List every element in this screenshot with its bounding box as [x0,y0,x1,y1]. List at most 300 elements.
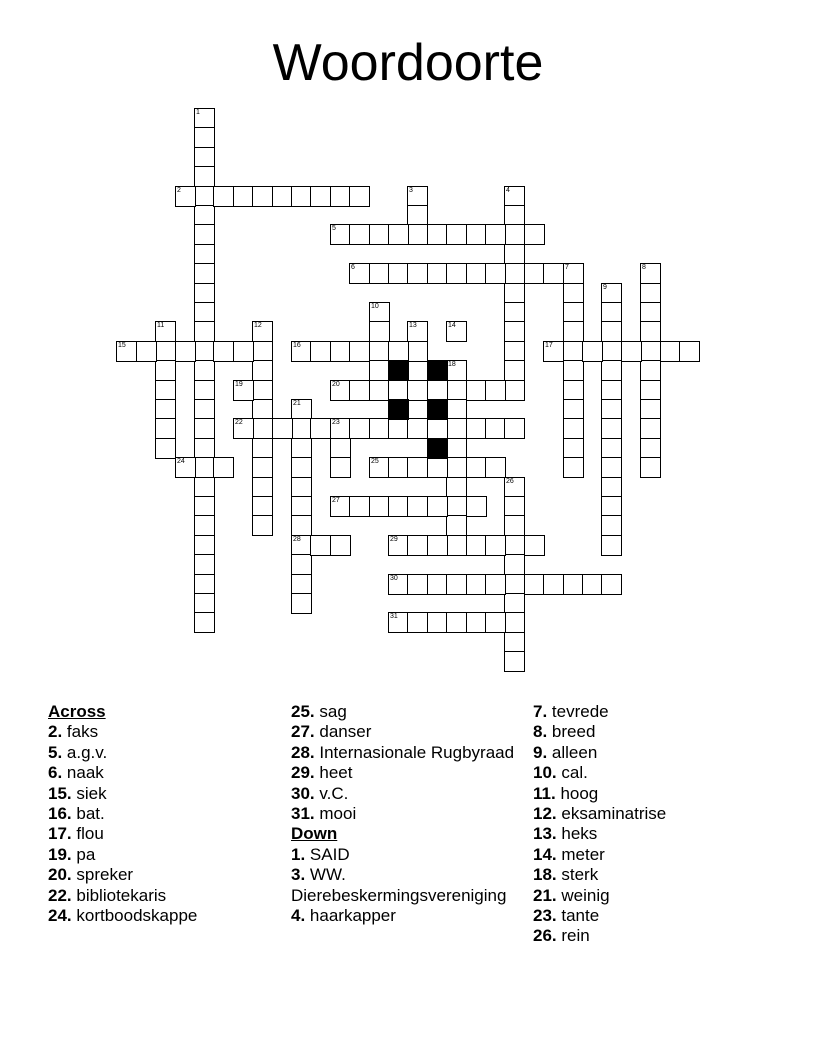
grid-cell[interactable] [291,554,312,575]
grid-cell[interactable] [136,341,157,362]
grid-cell[interactable] [194,418,215,439]
grid-cell[interactable] [310,341,331,362]
grid-cell[interactable] [504,632,525,653]
grid-cell[interactable] [504,224,525,245]
grid-cell[interactable] [485,224,506,245]
grid-cell[interactable] [446,515,467,536]
grid-cell[interactable] [233,341,254,362]
grid-cell[interactable] [504,574,525,595]
grid-cell[interactable] [155,399,176,420]
grid-cell[interactable] [369,302,390,323]
grid-cell[interactable] [582,574,603,595]
grid-cell[interactable] [563,418,584,439]
clue-number: 15. [48,783,72,803]
grid-cell[interactable] [291,341,312,362]
grid-cell[interactable] [194,321,215,342]
clue-column-3 [533,702,768,947]
grid-cell[interactable] [427,612,448,633]
clue-number: 26. [533,926,557,946]
grid-cell[interactable] [252,496,273,517]
grid-cell[interactable] [446,224,467,245]
clue-number: 11. [533,783,556,803]
grid-cell[interactable] [194,244,215,265]
grid-cell[interactable] [349,380,370,401]
black-cell [388,399,409,420]
grid-cell[interactable] [543,341,564,362]
grid-cell[interactable] [291,186,312,207]
clue-number: 17. [48,824,72,844]
grid-cell[interactable] [116,341,137,362]
grid-cell[interactable] [504,186,525,207]
clue-number: 7. [533,702,548,721]
grid-cell[interactable] [369,360,390,381]
clue-text: heks [561,824,598,844]
grid-cell[interactable] [640,399,661,420]
black-cell [388,360,409,381]
grid-cell[interactable] [369,380,390,401]
clue-text: tante [561,906,600,926]
clue-number-label: 3 [409,187,413,194]
clue-number: 30. [291,783,315,803]
grid-cell[interactable] [485,535,506,556]
grid-cell[interactable] [330,418,351,439]
grid-cell[interactable] [349,341,370,362]
grid-cell[interactable] [407,380,428,401]
grid-cell[interactable] [388,535,409,556]
grid-cell[interactable] [543,263,564,284]
grid-cell[interactable] [388,457,409,478]
clue-number-label: 28 [293,536,301,543]
grid-cell[interactable] [466,574,487,595]
grid-cell[interactable] [291,438,312,459]
grid-cell[interactable] [155,321,176,342]
grid-cell[interactable] [427,263,448,284]
grid-cell[interactable] [233,418,254,439]
grid-cell[interactable] [194,127,215,148]
grid-cell[interactable] [640,418,661,439]
clue-number: 10. [533,763,557,783]
grid-cell[interactable] [427,535,448,556]
grid-cell[interactable] [369,263,390,284]
grid-cell[interactable] [407,612,428,633]
across-clue [48,743,283,763]
grid-cell[interactable] [640,438,661,459]
grid-cell[interactable] [252,477,273,498]
grid-cell[interactable] [427,224,448,245]
clue-text: v.C. [319,783,349,803]
grid-cell[interactable] [252,341,273,362]
grid-cell[interactable] [504,612,525,633]
clue-number: 22. [48,885,72,905]
grid-cell[interactable] [349,418,370,439]
grid-cell[interactable] [446,418,467,439]
grid-cell[interactable] [407,418,428,439]
grid-cell[interactable] [504,477,525,498]
grid-cell[interactable] [485,574,506,595]
grid-cell[interactable] [427,418,448,439]
grid-cell[interactable] [524,224,545,245]
across-clue [291,784,526,804]
clue-number: 16. [48,804,72,824]
grid-cell[interactable] [427,496,448,517]
grid-cell[interactable] [194,263,215,284]
grid-cell[interactable] [369,496,390,517]
grid-cell[interactable] [601,457,622,478]
grid-cell[interactable] [504,418,525,439]
down-clue [533,824,768,844]
grid-cell[interactable] [504,651,525,672]
grid-cell[interactable] [194,380,215,401]
grid-cell[interactable] [194,360,215,381]
grid-cell[interactable] [175,341,196,362]
clue-number: 23. [533,906,557,926]
grid-cell[interactable] [388,263,409,284]
grid-cell[interactable] [330,224,351,245]
grid-cell[interactable] [330,438,351,459]
grid-cell[interactable] [601,399,622,420]
grid-cell[interactable] [330,496,351,517]
grid-cell[interactable] [194,205,215,226]
grid-cell[interactable] [175,186,196,207]
grid-cell[interactable] [563,399,584,420]
grid-cell[interactable] [194,574,215,595]
clue-number-label: 5 [332,225,336,232]
grid-cell[interactable] [640,263,661,284]
grid-cell[interactable] [388,224,409,245]
grid-cell[interactable] [194,477,215,498]
clue-text: a.g.v. [66,742,108,762]
clue-number-label: 25 [371,458,379,465]
clue-number-label: 7 [565,264,569,271]
grid-cell[interactable] [504,263,525,284]
grid-cell[interactable] [194,341,215,362]
grid-cell[interactable] [291,574,312,595]
grid-cell[interactable] [640,360,661,381]
clue-number: 31. [291,804,315,824]
grid-cell[interactable] [291,418,312,439]
grid-cell[interactable] [369,457,390,478]
grid-cell[interactable] [252,418,273,439]
grid-cell[interactable] [563,341,584,362]
clue-text: pa [76,844,96,864]
clue-number-label: 11 [157,322,165,329]
grid-cell[interactable] [291,593,312,614]
grid-cell[interactable] [194,535,215,556]
grid-cell[interactable] [155,360,176,381]
grid-cell[interactable] [194,457,215,478]
down-clue [533,804,768,824]
grid-cell[interactable] [504,341,525,362]
grid-cell[interactable] [466,612,487,633]
down-clue [291,845,526,865]
grid-cell[interactable] [504,360,525,381]
grid-cell[interactable] [485,612,506,633]
grid-cell[interactable] [194,554,215,575]
across-clue [291,804,526,824]
grid-cell[interactable] [291,535,312,556]
grid-cell[interactable] [407,496,428,517]
grid-cell[interactable] [388,341,409,362]
grid-cell[interactable] [504,321,525,342]
grid-cell[interactable] [504,380,525,401]
grid-cell[interactable] [446,263,467,284]
grid-cell[interactable] [640,302,661,323]
clue-number: 14. [533,844,557,864]
grid-cell[interactable] [155,438,176,459]
across-clue [48,906,283,926]
grid-cell[interactable] [291,457,312,478]
grid-cell[interactable] [407,224,428,245]
grid-cell[interactable] [407,574,428,595]
grid-cell[interactable] [330,380,351,401]
grid-cell[interactable] [252,360,273,381]
grid-cell[interactable] [563,438,584,459]
grid-cell[interactable] [388,380,409,401]
down-clue [533,743,768,763]
grid-cell[interactable] [194,438,215,459]
grid-cell[interactable] [601,515,622,536]
grid-cell[interactable] [466,535,487,556]
grid-cell[interactable] [252,399,273,420]
clue-number: 19. [48,844,72,864]
clue-text: bibliotekaris [76,885,167,905]
grid-cell[interactable] [407,457,428,478]
grid-cell[interactable] [407,341,428,362]
clue-text: eksaminatrise [561,804,667,824]
grid-cell[interactable] [407,205,428,226]
grid-cell[interactable] [601,418,622,439]
grid-cell[interactable] [252,457,273,478]
grid-cell[interactable] [194,147,215,168]
clue-text: sag [319,702,347,721]
grid-cell[interactable] [563,263,584,284]
grid-cell[interactable] [466,496,487,517]
grid-cell[interactable] [601,341,622,362]
grid-cell[interactable] [563,380,584,401]
grid-cell[interactable] [446,360,467,381]
grid-cell[interactable] [601,283,622,304]
grid-cell[interactable] [446,457,467,478]
grid-cell[interactable] [427,574,448,595]
grid-cell[interactable] [563,574,584,595]
grid-cell[interactable] [524,535,545,556]
grid-cell[interactable] [194,108,215,129]
grid-cell[interactable] [407,186,428,207]
across-clue [48,824,283,844]
grid-cell[interactable] [310,418,331,439]
down-heading: Down [291,824,338,844]
clue-number-label: 8 [642,264,646,271]
grid-cell[interactable] [194,612,215,633]
grid-cell[interactable] [563,302,584,323]
grid-cell[interactable] [563,457,584,478]
grid-cell[interactable] [407,535,428,556]
grid-cell[interactable] [330,341,351,362]
grid-cell[interactable] [310,186,331,207]
grid-cell[interactable] [466,380,487,401]
grid-cell[interactable] [563,360,584,381]
down-clue [533,926,768,946]
grid-cell[interactable] [485,418,506,439]
grid-cell[interactable] [504,283,525,304]
grid-cell[interactable] [485,380,506,401]
clue-number: 25. [291,702,315,721]
grid-cell[interactable] [155,341,176,362]
grid-cell[interactable] [369,418,390,439]
grid-cell[interactable] [640,283,661,304]
grid-cell[interactable] [252,438,273,459]
grid-cell[interactable] [194,166,215,187]
grid-cell[interactable] [291,399,312,420]
grid-cell[interactable] [407,321,428,342]
grid-cell[interactable] [155,380,176,401]
grid-cell[interactable] [504,515,525,536]
grid-cell[interactable] [427,380,448,401]
grid-cell[interactable] [194,302,215,323]
grid-cell[interactable] [485,263,506,284]
grid-cell[interactable] [466,224,487,245]
grid-cell[interactable] [446,574,467,595]
grid-cell[interactable] [388,612,409,633]
grid-cell[interactable] [388,418,409,439]
grid-cell[interactable] [291,515,312,536]
clue-number: 12. [533,804,557,824]
grid-cell[interactable] [369,224,390,245]
grid-cell[interactable] [446,399,467,420]
grid-cell[interactable] [252,515,273,536]
grid-cell[interactable] [349,186,370,207]
grid-cell[interactable] [446,380,467,401]
grid-cell[interactable] [252,380,273,401]
clue-number-label: 13 [409,322,417,329]
clue-number: 6. [48,763,63,783]
grid-cell[interactable] [330,535,351,556]
grid-cell[interactable] [446,496,467,517]
grid-cell[interactable] [291,496,312,517]
clue-text: alleen [551,742,598,762]
clue-number-label: 26 [506,478,514,485]
clue-number-label: 14 [448,322,456,329]
grid-cell[interactable] [310,535,331,556]
grid-cell[interactable] [640,321,661,342]
grid-cell[interactable] [194,283,215,304]
grid-cell[interactable] [155,418,176,439]
grid-cell[interactable] [621,341,642,362]
across-clue [291,722,526,742]
grid-cell[interactable] [640,341,661,362]
grid-cell[interactable] [175,457,196,478]
grid-cell[interactable] [194,496,215,517]
grid-cell[interactable] [446,477,467,498]
grid-cell[interactable] [601,535,622,556]
grid-cell[interactable] [349,263,370,284]
clue-number-label: 10 [371,303,379,310]
grid-cell[interactable] [194,224,215,245]
grid-cell[interactable] [446,535,467,556]
grid-cell[interactable] [601,302,622,323]
grid-cell[interactable] [679,341,700,362]
clue-number-label: 30 [390,575,398,582]
grid-cell[interactable] [369,341,390,362]
grid-cell[interactable] [485,457,506,478]
grid-cell[interactable] [330,186,351,207]
grid-cell[interactable] [504,593,525,614]
grid-cell[interactable] [582,341,603,362]
grid-cell[interactable] [272,418,293,439]
grid-cell[interactable] [504,302,525,323]
grid-cell[interactable] [504,205,525,226]
grid-cell[interactable] [388,496,409,517]
grid-cell[interactable] [446,438,467,459]
clue-text: haarkapper [309,906,396,926]
grid-cell[interactable] [369,321,390,342]
grid-cell[interactable] [194,399,215,420]
grid-cell[interactable] [291,477,312,498]
grid-cell[interactable] [388,574,409,595]
grid-cell[interactable] [466,263,487,284]
down-clue [291,865,526,906]
grid-cell[interactable] [466,418,487,439]
grid-cell[interactable] [563,321,584,342]
grid-cell[interactable] [543,574,564,595]
grid-cell[interactable] [213,457,234,478]
clue-number-label: 29 [390,536,398,543]
grid-cell[interactable] [446,321,467,342]
grid-cell[interactable] [252,321,273,342]
clue-text: tevrede [551,702,609,721]
grid-cell[interactable] [640,380,661,401]
clue-text: cal. [561,763,588,783]
grid-cell[interactable] [601,477,622,498]
grid-cell[interactable] [213,341,234,362]
grid-cell[interactable] [601,438,622,459]
grid-cell[interactable] [466,457,487,478]
grid-cell[interactable] [233,186,254,207]
grid-cell[interactable] [194,515,215,536]
grid-cell[interactable] [252,186,273,207]
grid-cell[interactable] [194,186,215,207]
grid-cell[interactable] [563,283,584,304]
grid-cell[interactable] [349,224,370,245]
clue-text: rein [561,926,590,946]
grid-cell[interactable] [504,535,525,556]
grid-cell[interactable] [349,496,370,517]
grid-cell[interactable] [213,186,234,207]
grid-cell[interactable] [407,263,428,284]
clue-number: 21. [533,885,557,905]
grid-cell[interactable] [330,457,351,478]
grid-cell[interactable] [233,380,254,401]
grid-cell[interactable] [601,380,622,401]
grid-cell[interactable] [601,360,622,381]
grid-cell[interactable] [504,244,525,265]
grid-cell[interactable] [524,263,545,284]
grid-cell[interactable] [427,457,448,478]
grid-cell[interactable] [194,593,215,614]
grid-cell[interactable] [601,496,622,517]
clue-text: WW. Dierebeskermingsvereniging [291,865,507,905]
grid-cell[interactable] [504,554,525,575]
down-clue [533,865,768,885]
grid-cell[interactable] [601,574,622,595]
grid-cell[interactable] [272,186,293,207]
grid-cell[interactable] [601,321,622,342]
grid-cell[interactable] [524,574,545,595]
grid-cell[interactable] [446,612,467,633]
grid-cell[interactable] [504,496,525,517]
grid-cell[interactable] [640,457,661,478]
grid-cell[interactable] [660,341,681,362]
